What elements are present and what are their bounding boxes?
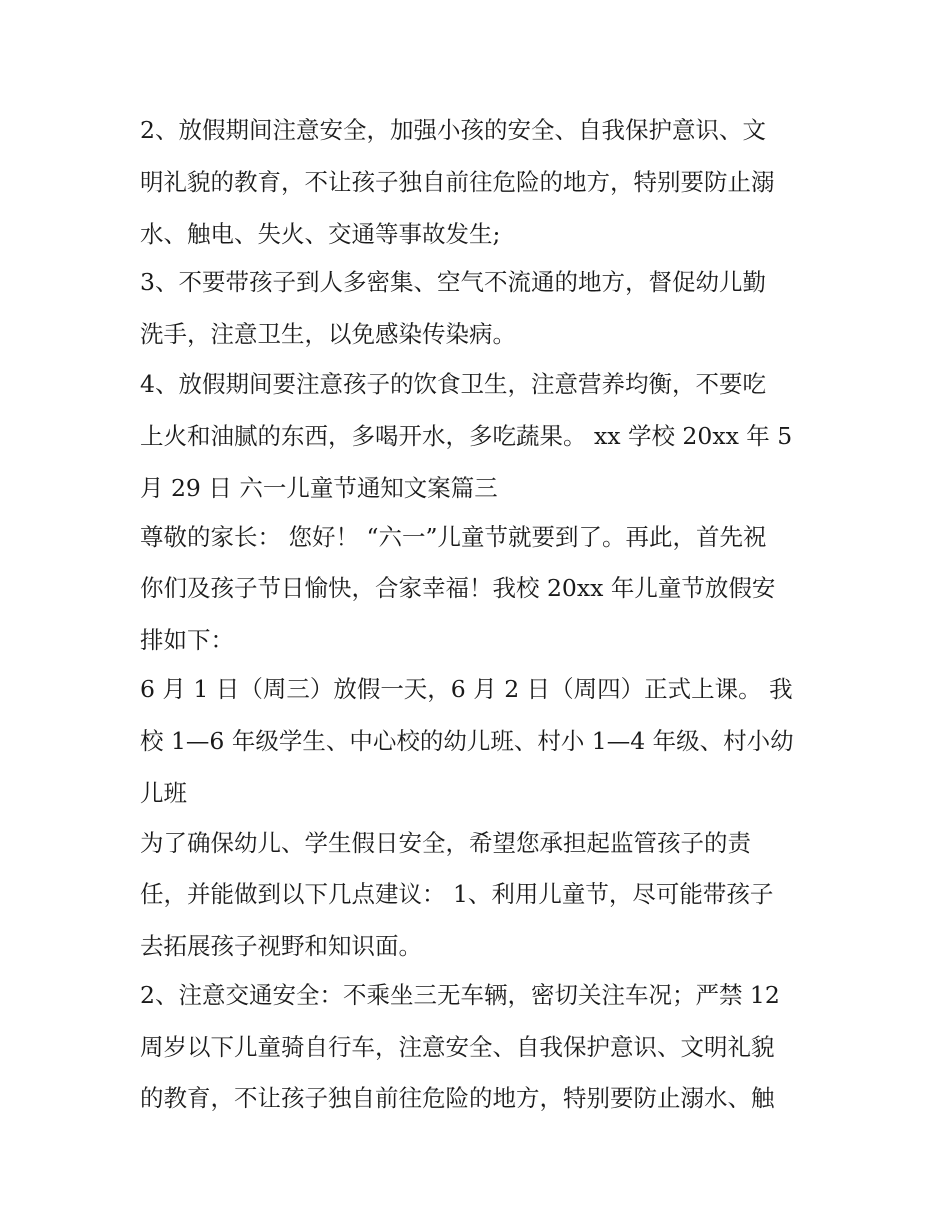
text-line: 周岁以下儿童骑自行车，注意安全、自我保护意识、文明礼貌 — [140, 1033, 775, 1061]
text-line: 的教育，不让孩子独自前往危险的地方，特别要防止溺水、触 — [140, 1084, 775, 1112]
text-line: 月 29 日 六一儿童节通知文案篇三 — [140, 474, 498, 502]
text-line: 2、注意交通安全：不乘坐三无车辆，密切关注车况；严禁 12 — [140, 981, 780, 1009]
text-line: 明礼貌的教育，不让孩子独自前往危险的地方，特别要防止溺 — [140, 168, 775, 196]
text-line: 排如下： — [140, 626, 234, 654]
text-line: 去拓展孩子视野和知识面。 — [140, 932, 422, 960]
text-line: 校 1—6 年级学生、中心校的幼儿班、村小 1—4 年级、村小幼 — [140, 727, 794, 755]
text-line: 4、放假期间要注意孩子的饮食卫生，注意营养均衡，不要吃 — [140, 370, 766, 398]
text-line: 2、放假期间注意安全，加强小孩的安全、自我保护意识、文 — [140, 116, 766, 144]
text-line: 为了确保幼儿、学生假日安全，希望您承担起监管孩子的责 — [140, 829, 751, 857]
text-line: 你们及孩子节日愉快，合家幸福！我校 20xx 年儿童节放假安 — [140, 574, 776, 602]
text-line: 儿班 — [140, 779, 187, 807]
text-line: 上火和油腻的东西，多喝开水，多吃蔬果。 xx 学校 20xx 年 5 — [140, 422, 793, 450]
text-line: 洗手，注意卫生，以免感染传染病。 — [140, 320, 516, 348]
text-line: 任，并能做到以下几点建议： 1、利用儿童节，尽可能带孩子 — [140, 880, 774, 908]
text-line: 3、不要带孩子到人多密集、空气不流通的地方，督促幼儿勤 — [140, 268, 766, 296]
text-line: 6 月 1 日（周三）放假一天，6 月 2 日（周四）正式上课。 我 — [140, 675, 793, 703]
text-line: 水、触电、失火、交通等事故发生; — [140, 220, 501, 248]
text-line: 尊敬的家长： 您好！ “六一”儿童节就要到了。再此，首先祝 — [140, 523, 767, 551]
